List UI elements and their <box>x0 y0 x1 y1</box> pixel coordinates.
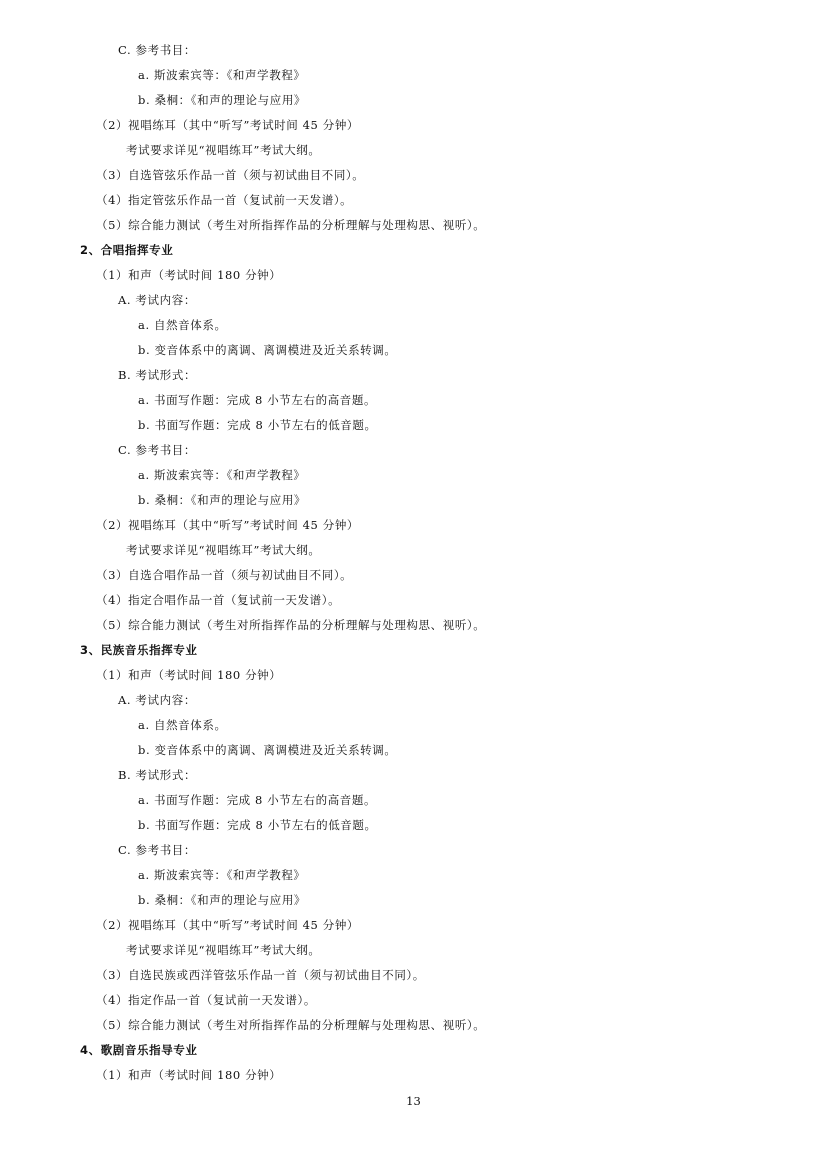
document-line: （4）指定管弦乐作品一首（复试前一天发谱）。 <box>96 193 353 207</box>
document-line: （1）和声（考试时间 180 分钟） <box>96 668 282 682</box>
document-line: a. 书面写作题：完成 8 小节左右的高音题。 <box>138 793 377 807</box>
document-line: （5）综合能力测试（考生对所指挥作品的分析理解与处理构思、视听）。 <box>96 218 486 232</box>
section-heading: 3、民族音乐指挥专业 <box>80 643 198 657</box>
document-line: b. 桑桐：《和声的理论与应用》 <box>138 93 307 107</box>
document-line: b. 变音体系中的离调、离调模进及近关系转调。 <box>138 343 397 357</box>
document-line: b. 桑桐：《和声的理论与应用》 <box>138 493 307 507</box>
document-line: 考试要求详见“视唱练耳”考试大纲。 <box>126 143 321 157</box>
document-line: a. 斯波索宾等：《和声学教程》 <box>138 68 306 82</box>
document-line: （1）和声（考试时间 180 分钟） <box>96 268 282 282</box>
document-line: （2）视唱练耳（其中“听写”考试时间 45 分钟） <box>96 518 360 532</box>
document-line: 考试要求详见“视唱练耳”考试大纲。 <box>126 943 321 957</box>
document-line: a. 自然音体系。 <box>138 718 227 732</box>
document-line: 考试要求详见“视唱练耳”考试大纲。 <box>126 543 321 557</box>
document-line: （3）自选合唱作品一首（须与初试曲目不同）。 <box>96 568 353 582</box>
document-line: a. 斯波索宾等：《和声学教程》 <box>138 468 306 482</box>
document-line: （2）视唱练耳（其中“听写”考试时间 45 分钟） <box>96 118 360 132</box>
document-line: （4）指定作品一首（复试前一天发谱）。 <box>96 993 316 1007</box>
page-number: 13 <box>406 1094 421 1108</box>
document-line: （3）自选民族或西洋管弦乐作品一首（须与初试曲目不同）。 <box>96 968 425 982</box>
document-line: b. 桑桐：《和声的理论与应用》 <box>138 893 307 907</box>
document-line: C. 参考书目： <box>118 43 196 57</box>
document-line: a. 书面写作题：完成 8 小节左右的高音题。 <box>138 393 377 407</box>
document-line: （1）和声（考试时间 180 分钟） <box>96 1068 282 1082</box>
section-heading: 2、合唱指挥专业 <box>80 243 174 257</box>
document-line: C. 参考书目： <box>118 843 196 857</box>
document-line: （5）综合能力测试（考生对所指挥作品的分析理解与处理构思、视听）。 <box>96 1018 486 1032</box>
document-line: A. 考试内容： <box>118 293 196 307</box>
document-line: A. 考试内容： <box>118 693 196 707</box>
document-body <box>0 38 827 1088</box>
document-line: （2）视唱练耳（其中“听写”考试时间 45 分钟） <box>96 918 360 932</box>
document-line: B. 考试形式： <box>118 368 197 382</box>
document-line: b. 书面写作题：完成 8 小节左右的低音题。 <box>138 818 377 832</box>
section-heading: 4、歌剧音乐指导专业 <box>80 1043 198 1057</box>
document-line: （5）综合能力测试（考生对所指挥作品的分析理解与处理构思、视听）。 <box>96 618 486 632</box>
document-line: B. 考试形式： <box>118 768 197 782</box>
document-line: （4）指定合唱作品一首（复试前一天发谱）。 <box>96 593 341 607</box>
document-line: a. 自然音体系。 <box>138 318 227 332</box>
document-line: b. 书面写作题：完成 8 小节左右的低音题。 <box>138 418 377 432</box>
document-line: C. 参考书目： <box>118 443 196 457</box>
document-line: （3）自选管弦乐作品一首（须与初试曲目不同）。 <box>96 168 365 182</box>
document-line: a. 斯波索宾等：《和声学教程》 <box>138 868 306 882</box>
document-line: b. 变音体系中的离调、离调模进及近关系转调。 <box>138 743 397 757</box>
